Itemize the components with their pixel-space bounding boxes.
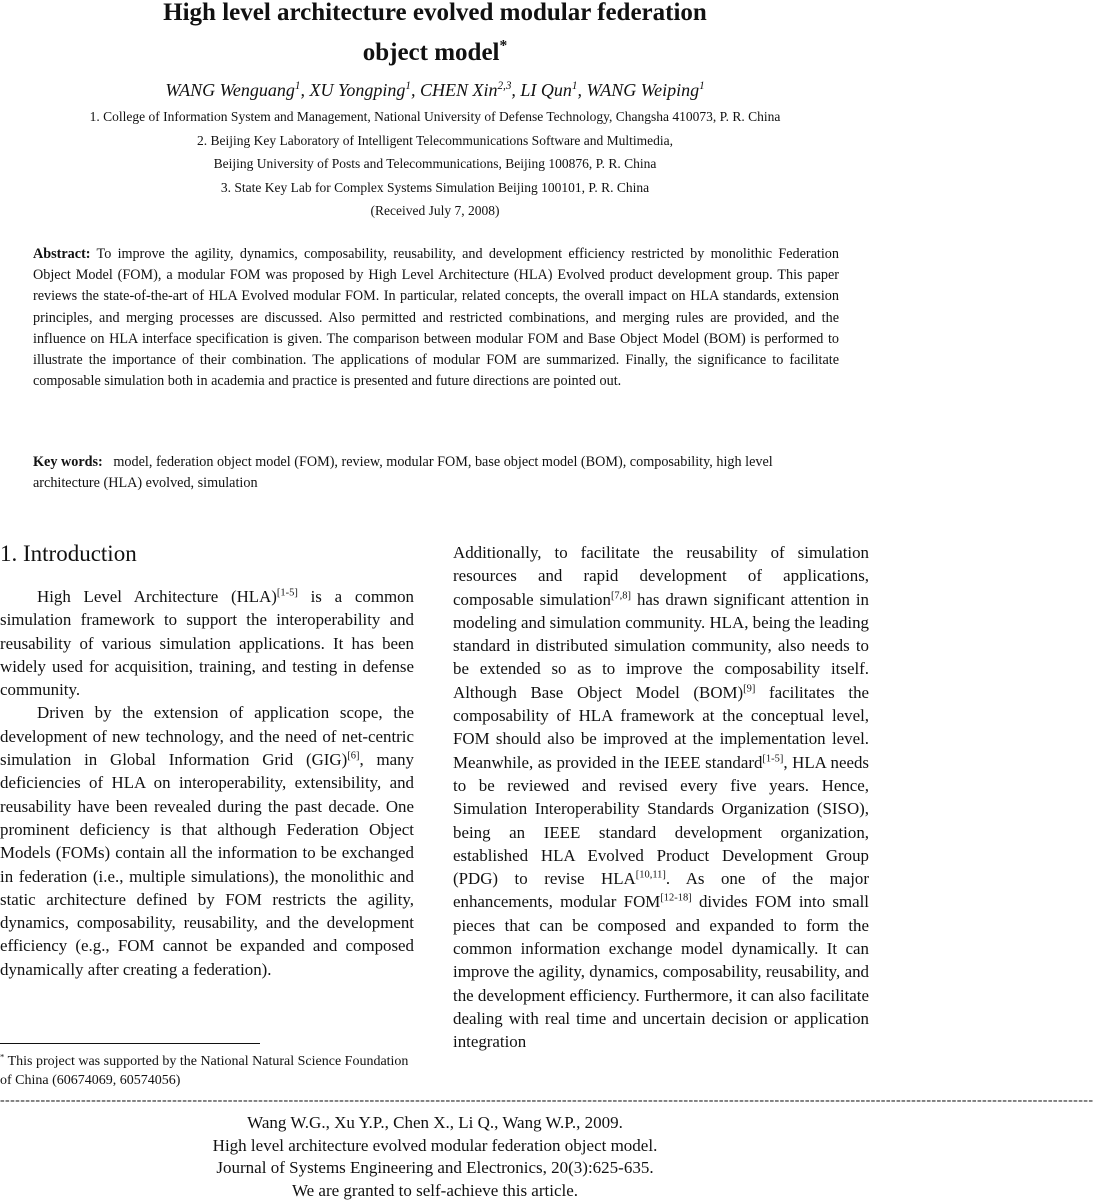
author-affiliation-mark: 2,3 <box>497 80 511 92</box>
author-affiliation-mark: 1 <box>295 80 301 92</box>
citation-line-2: High level architecture evolved modular federation object model. <box>0 1135 870 1158</box>
author-separator: , <box>511 80 520 100</box>
affiliation-2: 2. Beijing Key Laboratory of Intelligent Telecommunications Software and Multimedia, <box>0 133 870 149</box>
author-separator: , <box>411 80 420 100</box>
intro-paragraph-1 <box>0 585 414 701</box>
body-text: is a common simulation framework to support the interoperability and reusability of various simulation applications. It has been widely used for acquisition, training, and testing in defense community. <box>0 587 414 699</box>
abstract-label: Abstract: <box>33 246 91 262</box>
author-name: LI Qun <box>520 80 572 100</box>
citation-line-4: We are granted to self-achieve this article. <box>0 1180 870 1202</box>
citation-ref: [6] <box>347 750 359 761</box>
body-text: . As one of the major enhancements, modular FOM <box>453 869 869 911</box>
author-separator: , <box>301 80 310 100</box>
title-line-2-text: object model <box>363 39 500 66</box>
received-date: (Received July 7, 2008) <box>0 203 870 219</box>
body-text: High Level Architecture (HLA) <box>37 587 277 606</box>
body-text: , HLA needs to be reviewed and revised every five years. Hence, Simulation Interoperability Standards Organization (SISO), being an IEEE standard development organization, established HLA Evolved Product Development Group (PDG) to revise HLA <box>453 753 869 888</box>
author-name: CHEN Xin <box>420 80 498 100</box>
citation-line-1: Wang W.G., Xu Y.P., Chen X., Li Q., Wang W.P., 2009. <box>0 1112 870 1135</box>
paper-title <box>0 0 870 71</box>
title-line-2 <box>0 35 870 71</box>
citation-ref: [10,11] <box>636 870 666 881</box>
author-name: WANG Weiping <box>587 80 700 100</box>
citation-ref: [9] <box>743 683 755 694</box>
author-name: WANG Wenguang <box>165 80 295 100</box>
affiliation-1: 1. College of Information System and Management, National University of Defense Technology, Changsha 410073, P. R. China <box>0 109 870 125</box>
section-heading-introduction: 1. Introduction <box>0 541 137 567</box>
title-footnote-mark: * <box>500 38 508 55</box>
body-text: , many deficiencies of HLA on interoperability, extensibility, and reusability have been revealed during the past decade. One prominent deficiency is that although Federation Object Models (FOMs) contain all the information to be exchanged in federation (i.e., multiple simulations), the monolithic and static architecture defined by FOM restricts the agility, dynamics, composability, reusability, and the development efficiency (e.g., FOM cannot be expanded and composed dynamically after creating a federation). <box>0 750 414 979</box>
footnote-rule <box>0 1043 260 1044</box>
affiliation-2-cont: Beijing University of Posts and Telecommunications, Beijing 100876, P. R. China <box>0 156 870 172</box>
keywords-label: Key words: <box>33 454 103 470</box>
title-line-1: High level architecture evolved modular federation <box>0 0 870 31</box>
affiliation-3: 3. State Key Lab for Complex Systems Simulation Beijing 100101, P. R. China <box>0 180 870 196</box>
author-list <box>0 80 870 101</box>
author-affiliation-mark: 1 <box>572 80 578 92</box>
body-text: divides FOM into small pieces that can be composed and expanded to form the common information exchange model dynamically. It can improve the agility, dynamics, composability, reusability, and the development efficiency. Furthermore, it can also facilitate dealing with real time and uncertain decision or application integration <box>453 892 869 1051</box>
dashed-separator: ------------------------------------------------------------------------------------------------------------------------------------------------------------------------------------------------------------------------ <box>0 1093 870 1109</box>
citation-ref: [12-18] <box>660 893 691 904</box>
author-separator: , <box>578 80 587 100</box>
citation-ref: [1-5] <box>277 587 298 598</box>
keywords-text: model, federation object model (FOM), review, modular FOM, base object model (BOM), composability, high level architecture (HLA) evolved, simulation <box>33 454 773 491</box>
footnote-mark: * <box>0 1051 4 1061</box>
intro-paragraph-2 <box>0 701 414 981</box>
abstract <box>33 244 839 392</box>
body-text: has drawn significant attention in modeling and simulation community. HLA, being the leading standard in distributed simulation community, also needs to be extended so as to improve the composability itself. Although Base Object Model (BOM) <box>453 590 869 702</box>
citation-line-3: Journal of Systems Engineering and Electronics, 20(3):625-635. <box>0 1157 870 1180</box>
author-affiliation-mark: 1 <box>699 80 705 92</box>
abstract-text: To improve the agility, dynamics, composability, reusability, and development efficiency restricted by monolithic Federation Object Model (FOM), a modular FOM was proposed by High Level Architecture (HLA) Evolved product development group. This paper reviews the state-of-the-art of HLA Evolved modular FOM. In particular, related concepts, the overall impact on HLA standards, extension principles, and merging processes are discussed. Also permitted and restricted combinations, and merging rules are provided, and the influence on HLA interface specification is given. The comparison between modular FOM and Base Object Model (BOM) is performed to illustrate the importance of their combination. The applications of modular FOM are summarized. Finally, the significance to facilitate composable simulation both in academia and practice is presented and future directions are pointed out. <box>33 246 839 389</box>
author-affiliation-mark: 1 <box>405 80 411 92</box>
citation-block <box>0 1112 870 1202</box>
citation-ref: [7,8] <box>611 590 631 601</box>
keywords <box>33 452 839 494</box>
author-name: XU Yongping <box>310 80 406 100</box>
footnote-text: This project was supported by the National Natural Science Foundation of China (60674069, 60574056) <box>0 1054 408 1088</box>
right-column <box>453 541 869 1054</box>
body-text: Driven by the extension of application scope, the development of new technology, and the need of net-centric simulation in Global Information Grid (GIG) <box>0 703 414 769</box>
intro-paragraph-3 <box>453 541 869 1054</box>
citation-ref: [1-5] <box>762 753 783 764</box>
body-text: facilitates the composability of HLA framework at the conceptual level, FOM should also be improved at the implementation level. Meanwhile, as provided in the IEEE standard <box>453 683 869 772</box>
footnote <box>0 1052 414 1090</box>
body-text: Additionally, to facilitate the reusability of simulation resources and rapid development of applications, composable simulation <box>453 543 869 609</box>
left-column <box>0 585 414 981</box>
